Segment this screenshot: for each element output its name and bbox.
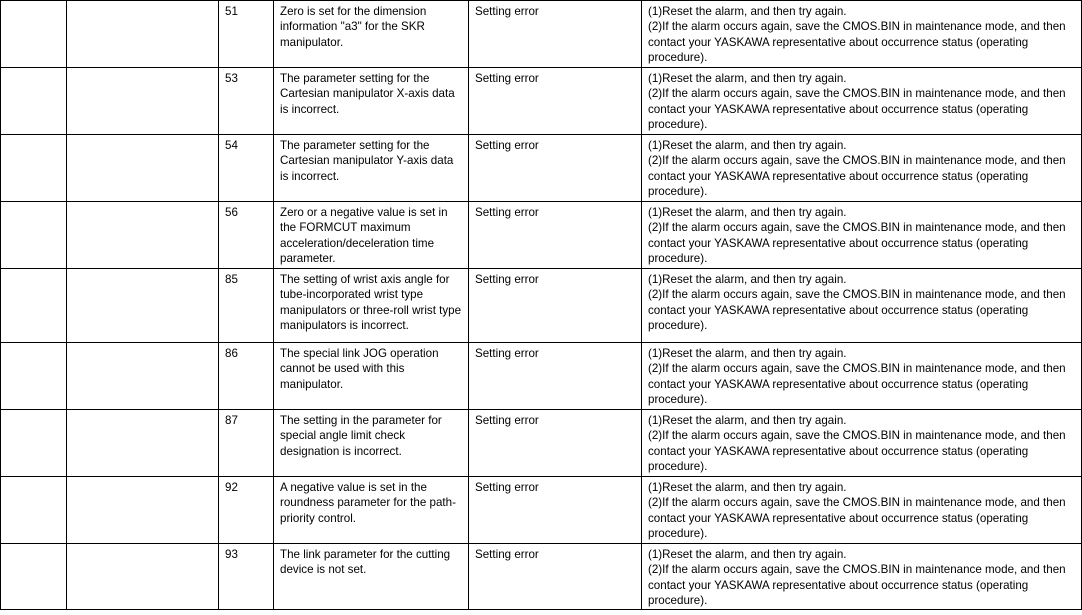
remedy-cell	[642, 68, 1082, 135]
description-cell	[274, 202, 469, 269]
description-cell	[274, 544, 469, 610]
empty-cell	[1, 544, 67, 610]
description-cell	[274, 269, 469, 343]
remedy-step-1: (1)Reset the alarm, and then try again.	[648, 5, 847, 18]
description-cell	[274, 1, 469, 68]
description-text: The parameter setting for the Cartesian manipulator X-axis data is incorrect.	[280, 72, 455, 116]
description-text: A negative value is set in the roundness parameter for the path-priority control.	[280, 481, 456, 525]
category-cell: Setting error	[469, 135, 642, 202]
remedy-step-2: (2)If the alarm occurs again, save the CMOS.BIN in maintenance mode, and then contact your YASKAWA representative about occurrence status (operating procedure).	[648, 221, 1066, 266]
empty-cell	[67, 544, 219, 610]
remedy-step-2: (2)If the alarm occurs again, save the CMOS.BIN in maintenance mode, and then contact your YASKAWA representative about occurrence status (operating procedure).	[648, 87, 1066, 132]
subcode-cell: 86	[219, 343, 274, 410]
table-row	[1, 135, 1082, 202]
table-row	[1, 269, 1082, 343]
remedy-step-1: (1)Reset the alarm, and then try again.	[648, 206, 847, 219]
remedy-step-1: (1)Reset the alarm, and then try again.	[648, 548, 847, 561]
description-text: Zero is set for the dimension information "a3" for the SKR manipulator.	[280, 5, 427, 49]
subcode-cell: 87	[219, 410, 274, 477]
table-row	[1, 1, 1082, 68]
category-cell: Setting error	[469, 269, 642, 343]
description-cell	[274, 68, 469, 135]
empty-cell	[67, 269, 219, 343]
category-cell: Setting error	[469, 68, 642, 135]
description-cell	[274, 343, 469, 410]
table-row	[1, 410, 1082, 477]
table-row	[1, 477, 1082, 544]
remedy-step-2: (2)If the alarm occurs again, save the CMOS.BIN in maintenance mode, and then contact your YASKAWA representative about occurrence status (operating procedure).	[648, 496, 1066, 541]
empty-cell	[67, 135, 219, 202]
description-cell	[274, 477, 469, 544]
remedy-step-2: (2)If the alarm occurs again, save the CMOS.BIN in maintenance mode, and then contact your YASKAWA representative about occurrence status (operating procedure).	[648, 288, 1066, 333]
description-text: The setting of wrist axis angle for tube-incorporated wrist type manipulators or three-roll wrist type manipulators is incorrect.	[280, 273, 462, 333]
remedy-step-2: (2)If the alarm occurs again, save the CMOS.BIN in maintenance mode, and then contact your YASKAWA representative about occurrence status (operating procedure).	[648, 154, 1066, 199]
remedy-cell	[642, 202, 1082, 269]
empty-cell	[1, 202, 67, 269]
remedy-step-1: (1)Reset the alarm, and then try again.	[648, 481, 847, 494]
description-text: The parameter setting for the Cartesian manipulator Y-axis data is incorrect.	[280, 139, 454, 183]
remedy-cell	[642, 269, 1082, 343]
table-row	[1, 68, 1082, 135]
empty-cell	[1, 1, 67, 68]
table-row	[1, 202, 1082, 269]
remedy-cell	[642, 343, 1082, 410]
empty-cell	[67, 343, 219, 410]
remedy-step-1: (1)Reset the alarm, and then try again.	[648, 273, 847, 286]
empty-cell	[1, 135, 67, 202]
remedy-step-1: (1)Reset the alarm, and then try again.	[648, 347, 847, 360]
remedy-cell	[642, 135, 1082, 202]
category-cell: Setting error	[469, 544, 642, 610]
empty-cell	[1, 410, 67, 477]
empty-cell	[67, 477, 219, 544]
subcode-cell: 53	[219, 68, 274, 135]
subcode-cell: 92	[219, 477, 274, 544]
description-text: The link parameter for the cutting device is not set.	[280, 548, 451, 577]
remedy-cell	[642, 410, 1082, 477]
subcode-cell: 85	[219, 269, 274, 343]
remedy-step-1: (1)Reset the alarm, and then try again.	[648, 72, 847, 85]
table-row	[1, 343, 1082, 410]
category-cell: Setting error	[469, 477, 642, 544]
category-cell: Setting error	[469, 343, 642, 410]
alarm-table-body	[1, 1, 1082, 610]
empty-cell	[1, 477, 67, 544]
remedy-step-1: (1)Reset the alarm, and then try again.	[648, 139, 847, 152]
remedy-step-1: (1)Reset the alarm, and then try again.	[648, 414, 847, 427]
description-cell	[274, 410, 469, 477]
remedy-cell	[642, 477, 1082, 544]
remedy-step-2: (2)If the alarm occurs again, save the CMOS.BIN in maintenance mode, and then contact your YASKAWA representative about occurrence status (operating procedure).	[648, 429, 1066, 474]
table-row	[1, 544, 1082, 610]
description-text: The special link JOG operation cannot be used with this manipulator.	[280, 347, 439, 391]
description-text: The setting in the parameter for special angle limit check designation is incorrect.	[280, 414, 442, 458]
category-cell: Setting error	[469, 202, 642, 269]
remedy-step-2: (2)If the alarm occurs again, save the CMOS.BIN in maintenance mode, and then contact your YASKAWA representative about occurrence status (operating procedure).	[648, 362, 1066, 407]
subcode-cell: 56	[219, 202, 274, 269]
description-text: Zero or a negative value is set in the FORMCUT maximum acceleration/deceleration time parameter.	[280, 206, 448, 266]
empty-cell	[1, 269, 67, 343]
empty-cell	[67, 1, 219, 68]
remedy-cell	[642, 1, 1082, 68]
empty-cell	[1, 343, 67, 410]
remedy-step-2: (2)If the alarm occurs again, save the CMOS.BIN in maintenance mode, and then contact your YASKAWA representative about occurrence status (operating procedure).	[648, 20, 1066, 65]
subcode-cell: 54	[219, 135, 274, 202]
remedy-step-2: (2)If the alarm occurs again, save the CMOS.BIN in maintenance mode, and then contact your YASKAWA representative about occurrence status (operating procedure).	[648, 563, 1066, 608]
subcode-cell: 51	[219, 1, 274, 68]
remedy-cell	[642, 544, 1082, 610]
empty-cell	[67, 410, 219, 477]
empty-cell	[1, 68, 67, 135]
category-cell: Setting error	[469, 410, 642, 477]
empty-cell	[67, 68, 219, 135]
description-cell	[274, 135, 469, 202]
subcode-cell: 93	[219, 544, 274, 610]
empty-cell	[67, 202, 219, 269]
category-cell: Setting error	[469, 1, 642, 68]
